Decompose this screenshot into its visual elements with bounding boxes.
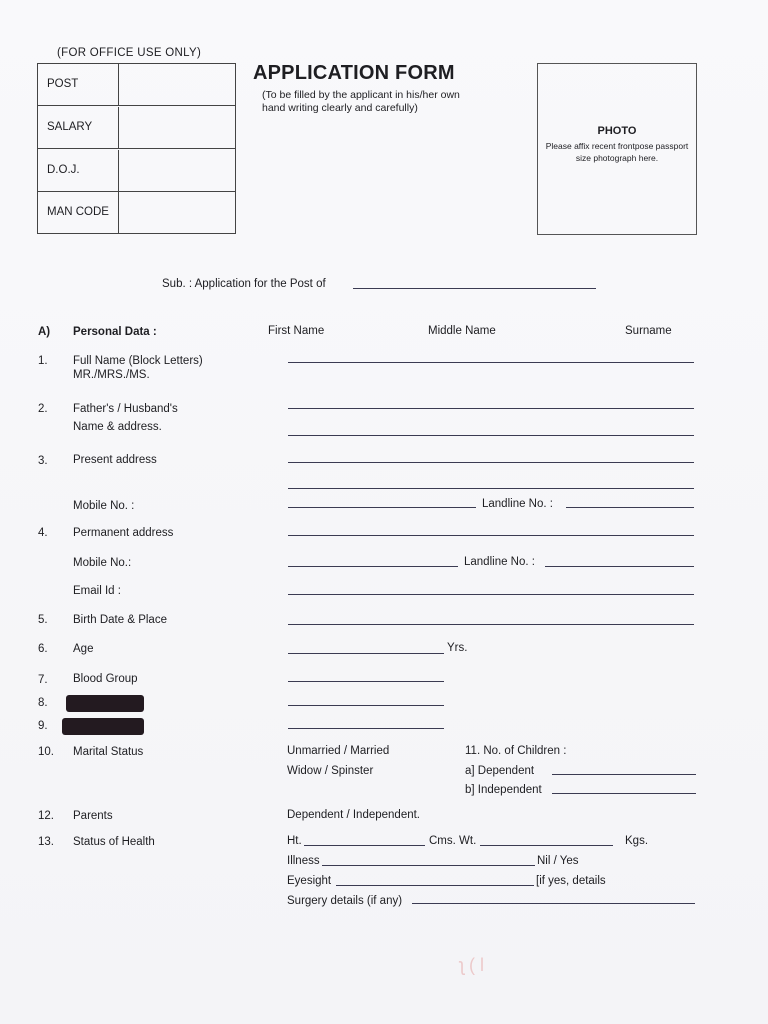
item-4-label: Permanent address <box>73 527 174 539</box>
item-6-label: Age <box>73 643 94 655</box>
item-7-label: Blood Group <box>73 673 138 685</box>
item-9-number: 9. <box>38 720 48 732</box>
photo-note: Please affix recent frontpose passport size photograph here. <box>545 141 689 163</box>
marital-options-1[interactable]: Unmarried / Married <box>287 745 390 757</box>
item-8-number: 8. <box>38 697 48 709</box>
section-a-title: Personal Data : <box>73 326 157 338</box>
office-row-post <box>38 64 235 106</box>
birth-line[interactable] <box>288 624 694 625</box>
item-12-number: 12. <box>38 810 54 822</box>
present-address-line-2[interactable] <box>288 488 694 489</box>
item-3-number: 3. <box>38 455 48 467</box>
column-surname: Surname <box>625 325 672 337</box>
item-13-number: 13. <box>38 836 54 848</box>
subject-field-line[interactable] <box>353 288 596 289</box>
children-independent-line[interactable] <box>552 793 696 794</box>
office-value-man-code <box>118 192 235 234</box>
office-label-man-code: MAN CODE <box>47 206 109 218</box>
photo-title: PHOTO <box>597 125 637 137</box>
office-row-salary <box>38 107 235 149</box>
parents-options[interactable]: Dependent / Independent. <box>287 809 421 821</box>
column-first-name: First Name <box>268 325 325 337</box>
item-12-label: Parents <box>73 810 113 822</box>
redacted-label-9 <box>62 718 144 735</box>
item-3-label: Present address <box>73 454 157 466</box>
eyesight-line[interactable] <box>336 885 534 886</box>
item-2-sublabel: Name & address. <box>73 421 162 433</box>
form-title: APPLICATION FORM <box>253 62 455 84</box>
item-1-label: Full Name (Block Letters) <box>73 355 203 367</box>
redacted-label-8 <box>66 695 144 712</box>
email-label: Email Id : <box>73 585 121 597</box>
permanent-landline-label: Landline No. : <box>464 556 535 568</box>
item-13-label: Status of Health <box>73 836 155 848</box>
office-label-post: POST <box>47 78 79 90</box>
age-unit: Yrs. <box>447 642 468 654</box>
item-9-line[interactable] <box>288 728 444 729</box>
present-mobile-label: Mobile No. : <box>73 500 135 512</box>
item-5-label: Birth Date & Place <box>73 614 167 626</box>
height-label: Ht. <box>287 835 302 847</box>
email-line[interactable] <box>288 594 694 595</box>
item-2-label: Father's / Husband's <box>73 403 178 415</box>
permanent-mobile-label: Mobile No.: <box>73 557 132 569</box>
office-value-salary <box>118 107 235 148</box>
office-use-caption: (FOR OFFICE USE ONLY) <box>57 47 202 59</box>
full-name-line[interactable] <box>288 362 694 363</box>
surgery-label: Surgery details (if any) <box>287 895 403 907</box>
surgery-line[interactable] <box>412 903 695 904</box>
eyesight-label: Eyesight <box>287 875 332 887</box>
office-label-salary: SALARY <box>47 121 93 133</box>
present-address-line-1[interactable] <box>288 462 694 463</box>
item-1-sublabel: MR./MRS./MS. <box>73 369 150 381</box>
office-value-post <box>118 64 235 105</box>
item-2-number: 2. <box>38 403 48 415</box>
marital-options-2[interactable]: Widow / Spinster <box>287 765 374 777</box>
item-7-number: 7. <box>38 674 48 686</box>
item-5-number: 5. <box>38 614 48 626</box>
weight-unit: Kgs. <box>625 835 649 847</box>
present-landline-line[interactable] <box>566 507 694 508</box>
weight-label: Cms. Wt. <box>429 835 477 847</box>
eyesight-note: [if yes, details <box>536 875 606 887</box>
section-a-marker: A) <box>38 326 51 338</box>
photo-box <box>537 63 697 235</box>
children-independent-label: b] Independent <box>465 784 542 796</box>
weight-line[interactable] <box>480 845 613 846</box>
subject-label: Sub. : Application for the Post of <box>162 278 326 290</box>
item-8-line[interactable] <box>288 705 444 706</box>
item-11-label: 11. No. of Children : <box>465 745 567 757</box>
item-10-number: 10. <box>38 746 54 758</box>
page-mark: ʅ ( l <box>460 955 484 975</box>
item-4-number: 4. <box>38 527 48 539</box>
permanent-address-line[interactable] <box>288 535 694 536</box>
illness-label: Illness <box>287 855 320 867</box>
height-line[interactable] <box>304 845 425 846</box>
age-line[interactable] <box>288 653 444 654</box>
office-value-doj <box>118 150 235 191</box>
form-instructions: (To be filled by the applicant in his/her own hand writing clearly and carefully) <box>262 89 460 114</box>
illness-line[interactable] <box>322 865 535 866</box>
present-landline-label: Landline No. : <box>482 498 553 510</box>
permanent-mobile-line[interactable] <box>288 566 458 567</box>
permanent-landline-line[interactable] <box>545 566 694 567</box>
item-10-label: Marital Status <box>73 746 144 758</box>
office-row-doj <box>38 150 235 192</box>
illness-options[interactable]: Nil / Yes <box>537 855 579 867</box>
present-mobile-line[interactable] <box>288 507 476 508</box>
office-row-man-code <box>38 192 235 234</box>
item-1-number: 1. <box>38 355 48 367</box>
item-6-number: 6. <box>38 643 48 655</box>
father-name-line[interactable] <box>288 408 694 409</box>
children-dependent-line[interactable] <box>552 774 696 775</box>
children-dependent-label: a] Dependent <box>465 765 535 777</box>
blood-group-line[interactable] <box>288 681 444 682</box>
column-middle-name: Middle Name <box>428 325 496 337</box>
office-use-table <box>37 63 236 234</box>
office-label-doj: D.O.J. <box>47 164 80 176</box>
father-address-line[interactable] <box>288 435 694 436</box>
